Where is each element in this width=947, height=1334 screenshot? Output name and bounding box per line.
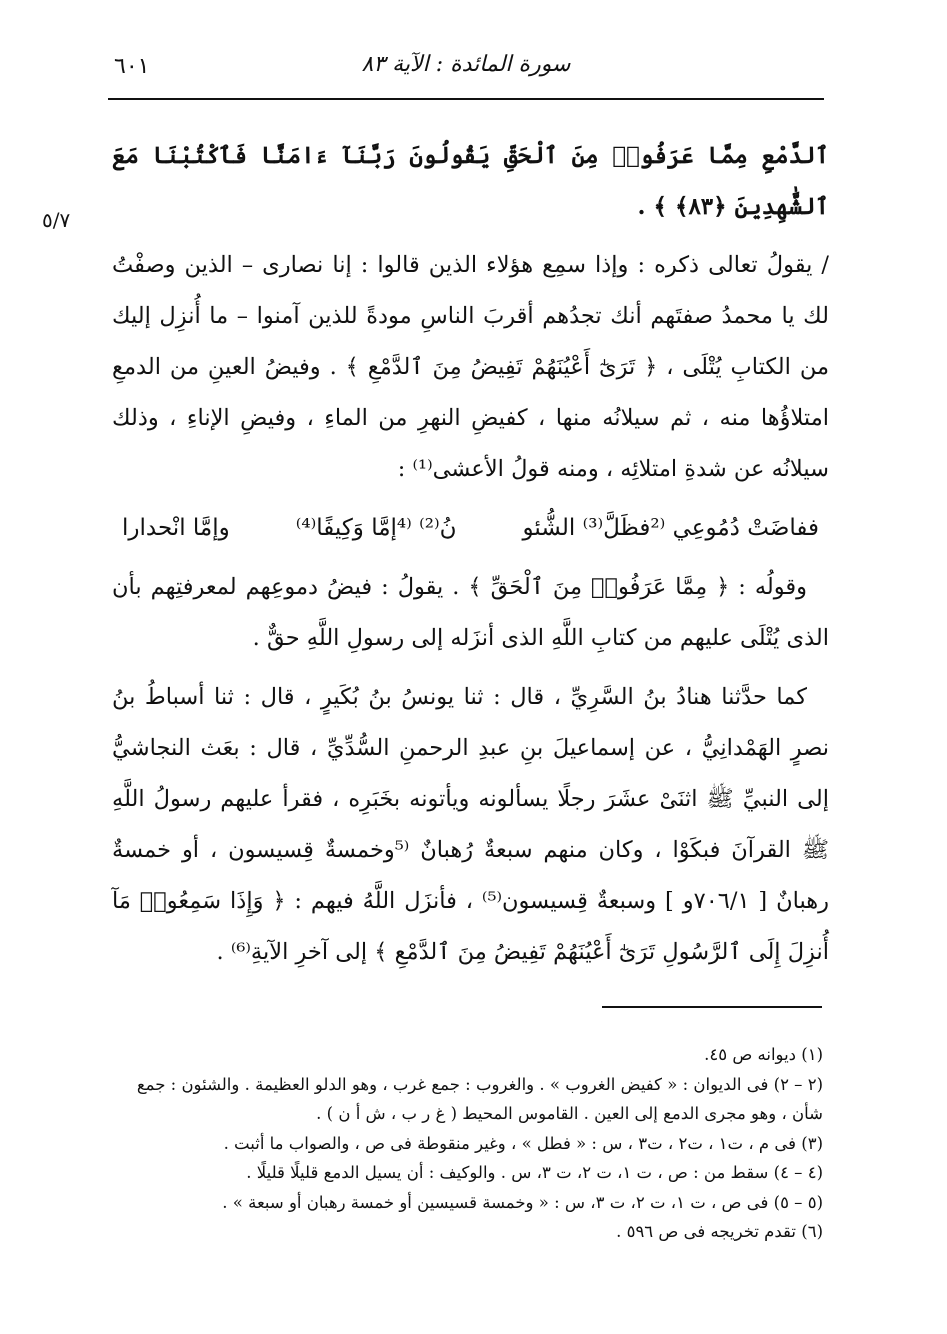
- poem-verse: [112, 503, 829, 554]
- footnote-5: (٥ – ٥) فى ص ، ت ١، ت ٢، ت ٣، س : « وخمسة قسيسين أو خمسة رهبان أو سبعة » .: [222, 1192, 823, 1212]
- footnote-4: (٤ – ٤) سقط من : ص ، ت ١، ت ٢، ت ٣، س . والوكيف : أن يسيل الدمع قليلًا قليلًا .: [246, 1163, 823, 1182]
- running-header: [108, 52, 824, 100]
- paragraph-3: كما حدَّثنا هنادُ بنُ السَّرِيِّ ، قال : ثنا يونسُ بنُ بُكَيرٍ ، قال : ثنا أسباطُ بنُ نصرٍ الهَمْدانِيُّ ، عن إسماعيلَ بنِ عبدِ الرحمنِ السُّدِّيِّ ، قال : بعَث النجاشيُّ إلى النبيِّ ﷺ اثنَىْ عشَرَ رجلًا يسألونه ويأتونه بخَبَرِه ، فقرأ عليهم رسولُ اللَّهِ ﷺ القرآنَ فبكَوْا ، وكان منهم سبعةٌ رُهبانٌ ⁽⁵وخمسةٌ قِسيسون ، أو خمسةٌ رهبانٌ [ ٧٠٦/١و ] وسبعةٌ قِسيسون⁽⁵⁾ ، فأنزَل اللَّهُ فيهم : ﴿ وَإِذَا سَمِعُوا۟ مَآ أُنزِلَ إِلَى ٱلرَّسُولِ تَرَىٰٓ أَعْيُنَهُمْ تَفِيضُ مِنَ ٱلدَّمْعِ ﴾ إلى آخرِ الآيةِ⁽⁶⁾ .: [112, 684, 830, 965]
- footnote-2: (٢ – ٢) فى الديوان : « كفيض الغروب » . والغروب : جمع غرب ، وهو الدلو العظيمة . والشئون : جمع شأن ، وهو مجرى الدمع إلى العين . القاموس المحيط ( غ ر ب ، ش أ ن ) .: [136, 1074, 823, 1123]
- page-number: ٦٠١: [114, 54, 150, 79]
- footnote-separator: [602, 1006, 822, 1008]
- footnote-6: (٦) تقدم تخريجه فى ص ٥٩٦ .: [616, 1222, 823, 1241]
- footnote-1: (١) ديوانه ص ٤٥.: [704, 1045, 823, 1064]
- poem-hemistich-mid: نُ⁽²⁾ ⁽⁴إمَّا وَكِيفًا⁽⁴⁾: [295, 515, 457, 541]
- footnote-3: (٣) فى م ، ت١ ، ت٢ ، ت٣ ، س : « فطل » ، وغير منقوطة فى ص ، والصواب ما أثبت .: [223, 1133, 823, 1153]
- paragraph-1: / يقولُ تعالى ذكره : وإذا سمِع هؤلاء الذين قالوا : إنا نصارى – الذين وصفْتُ لك يا محمدُ صفتَهم أنك تجدُهم أقربَ الناسِ مودةً للذين آمنوا – ما أُنزِل إليك من الكتابِ يُتْلَى ، ﴿ تَرَىٰٓ أَعْيُنَهُمْ تَفِيضُ مِنَ ٱلدَّمْعِ ﴾ . وفيضُ العينِ من الدمعِ امتلاؤُها منه ، ثم سيلانُه منها ، كفيضِ النهرِ من الماءِ ، وفيضِ الإناءِ ، وذلك سيلانُه عن شدةِ امتلائِه ، ومنه قولُ الأعشى⁽¹⁾ :: [112, 252, 829, 482]
- poem-hemistich-right: ففاضَتْ دُمُوعِي ⁽²فظَلَّ⁽³⁾ الشُّئو: [522, 515, 819, 541]
- margin-reference: ٥/٧: [42, 208, 71, 232]
- verse-line: ٱلدَّمْعِ مِمَّا عَرَفُوا۟ مِنَ ٱلْحَقِّ يَقُولُونَ رَبَّنَآ ءَامَنَّا فَٱكْتُبْنَا مَعَ ٱلشَّٰهِدِينَ ﴿٨٣﴾ ﴾ .: [112, 142, 829, 220]
- footnotes: [112, 1040, 823, 1247]
- paragraph-2: وقولُه : ﴿ مِمَّا عَرَفُوا۟ مِنَ ٱلْحَقِّ ﴾ . يقولُ : فيضُ دموعِهم لمعرفتِهم بأن الذى يُتْلَى عليهم من كتابِ اللَّهِ الذى أنزَله إلى رسولِ اللَّهِ حقٌّ .: [112, 574, 829, 651]
- main-text: [112, 130, 829, 986]
- header-title: سورة المائدة : الآية ٨٣: [361, 52, 571, 77]
- poem-hemistich-left: وإمَّا انْحدارا: [122, 515, 230, 541]
